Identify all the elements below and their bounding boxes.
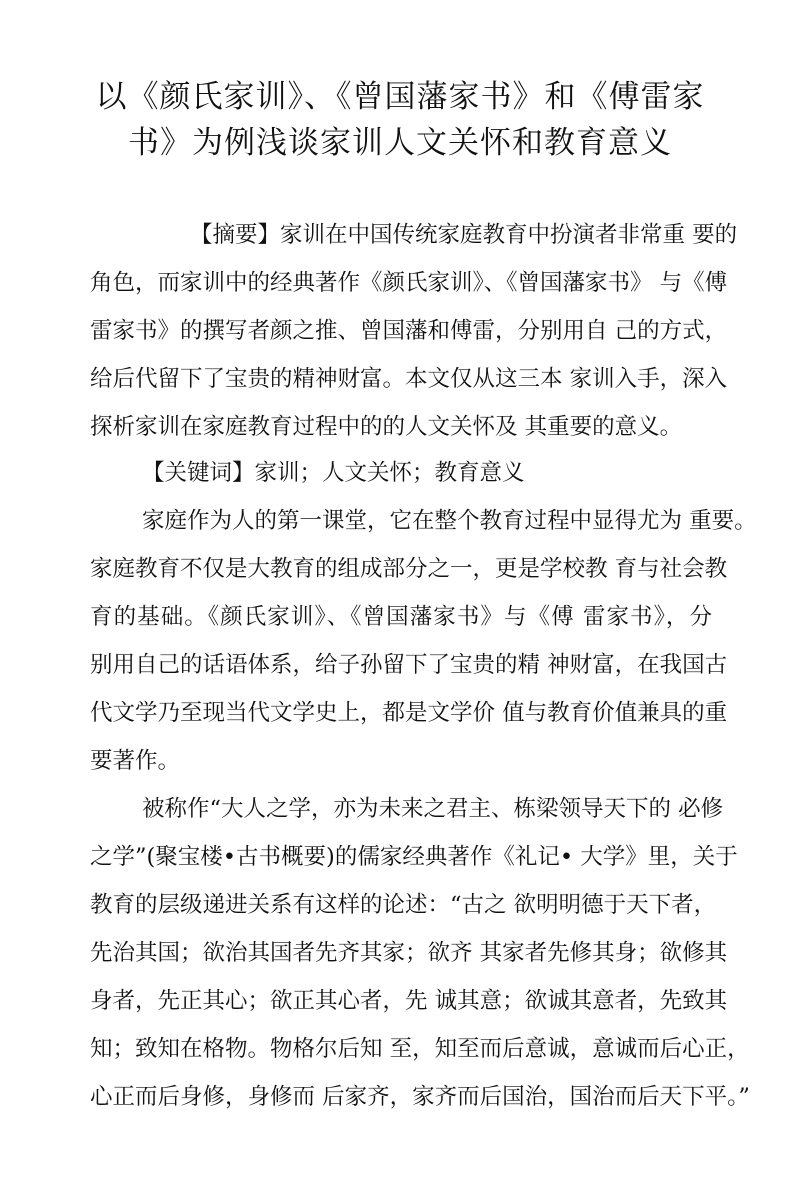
paragraph-line: 家庭教育不仅是大教育的组成部分之一，更是学校教 育与社会教 bbox=[90, 556, 728, 582]
abstract-line: 【摘要】家训在中国传统家庭教育中扮演者非常重 要的 bbox=[190, 222, 738, 248]
document-title-line-2: 书》为例浅谈家训人文关怀和教育意义 bbox=[128, 125, 672, 161]
paragraph-line: 要著作。 bbox=[90, 748, 181, 774]
paragraph-line: 教育的层级递进关系有这样的论述：“古之 欲明明德于天下者， bbox=[90, 892, 717, 918]
paragraph-line: 身者，先正其心；欲正其心者，先 诚其意；欲诚其意者，先致其 bbox=[90, 988, 728, 1014]
paragraph-line: 别用自己的话语体系，给子孙留下了宝贵的精 神财富，在我国古 bbox=[90, 652, 728, 678]
paragraph-line: 育的基础。《颜氏家训》、《曾国藩家书》与《傅 雷家书》，分 bbox=[90, 604, 712, 630]
paragraph-line: 知；致知在格物。物格尔后知 至，知至而后意诚，意诚而后心正， bbox=[90, 1036, 750, 1062]
paragraph-line: 之学”(聚宝楼•古书概要)的儒家经典著作《礼记• 大学》里，关于 bbox=[90, 844, 738, 870]
paragraph-line: 代文学乃至现当代文学史上，都是文学价 值与教育价值兼具的重 bbox=[90, 700, 728, 726]
paragraph-line: 被称作“大人之学，亦为未来之君主、栋梁领导天下的 必修 bbox=[142, 796, 724, 822]
abstract-line: 角色，而家训中的经典著作《颜氏家训》、《曾国藩家书》 与《傅 bbox=[90, 270, 728, 296]
abstract-line: 探析家训在家庭教育过程中的的人文关怀及 其重要的意义。 bbox=[90, 414, 683, 440]
document-title-line-1: 以《颜氏家训》、《曾国藩家书》和《傅雷家 bbox=[95, 79, 705, 115]
paragraph-line: 心正而后身修，身修而 后家齐，家齐而后国治，国治而后天下平。” bbox=[90, 1084, 750, 1110]
paragraph-line: 家庭作为人的第一课堂，它在整个教育过程中显得尤为 重要。 bbox=[142, 508, 757, 534]
keywords-line: 【关键词】家训；人文关怀；教育意义 bbox=[142, 460, 525, 486]
abstract-line: 给后代留下了宝贵的精神财富。本文仅从这三本 家训入手，深入 bbox=[90, 366, 728, 392]
abstract-line: 雷家书》的撰写者颜之推、曾国藩和傅雷，分别用自 己的方式， bbox=[90, 318, 728, 344]
paragraph-line: 先治其国；欲治其国者先齐其家；欲齐 其家者先修其身；欲修其 bbox=[90, 940, 728, 966]
